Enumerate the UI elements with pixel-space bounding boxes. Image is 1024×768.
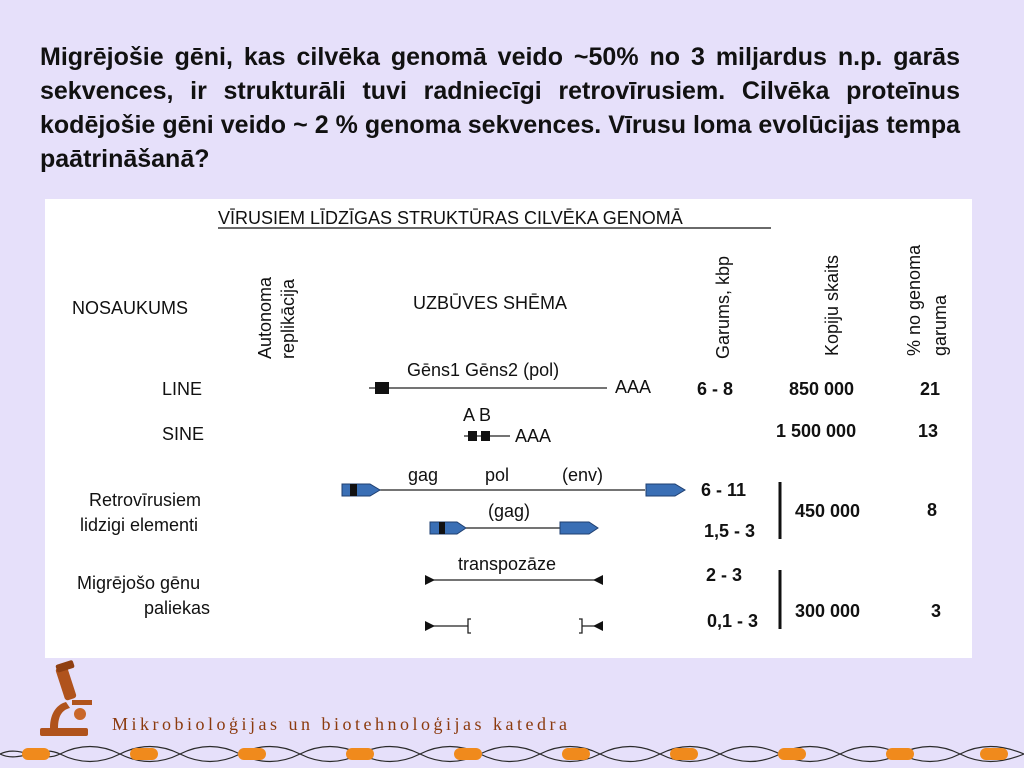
row-retro-label-pol: pol	[485, 465, 510, 485]
col-header-length: Garums, kbp	[713, 255, 733, 359]
row-sine-scheme-label: A B	[463, 405, 492, 425]
col-header-scheme: UZBŪVES SHĒMA	[413, 293, 568, 313]
row-line-length: 6 - 8	[697, 379, 734, 399]
row-migr-length-1: 2 - 3	[706, 565, 743, 585]
figure-canvas	[45, 199, 972, 658]
row-retro-name-2: lidzigi elementi	[80, 515, 199, 535]
row-retro-copies: 450 000	[795, 501, 861, 521]
row-retro	[80, 465, 937, 541]
col-header-autonomous-1: Autonoma	[255, 276, 275, 359]
figure-title: VĪRUSIEM LĪDZĪGAS STRUKTŪRAS CILVĒKA GENOMĀ	[218, 208, 683, 228]
row-retro-label-gag2: (gag)	[488, 501, 531, 521]
microscope-icon	[36, 660, 96, 740]
col-header-percent-2: garuma	[930, 294, 950, 356]
col-header-percent-1: % no genoma	[904, 244, 924, 356]
row-retro-ltr-left-mark	[350, 484, 357, 496]
row-migr-length-2: 0,1 - 3	[707, 611, 759, 631]
col-header-copies: Kopiju skaits	[822, 254, 842, 356]
row-line	[162, 360, 940, 399]
decorative-border	[0, 740, 1024, 768]
row-retro-label-gag: gag	[408, 465, 439, 485]
row-migr-remnant-right	[579, 619, 582, 633]
row-line-promoter-block	[375, 382, 389, 394]
row-line-tail: AAA	[615, 377, 652, 397]
row-line-scheme-label: Gēns1 Gēns2 (pol)	[407, 360, 560, 380]
col-header-autonomous-2: replikācija	[278, 278, 298, 359]
row-sine-box-b	[481, 431, 490, 441]
row-migr-copies: 300 000	[795, 601, 861, 621]
row-migr-name-1: Migrējošo gēnu	[77, 573, 201, 593]
row-sine-copies: 1 500 000	[776, 421, 857, 441]
row-retro-short-ltr-right	[560, 522, 598, 534]
row-sine-percent: 13	[918, 421, 939, 441]
row-sine	[162, 405, 938, 446]
department-footer: Mikrobioloģijas un biotehnoloģijas katedra	[112, 714, 571, 734]
row-migr-name-2: paliekas	[144, 598, 211, 618]
genome-structures-figure	[45, 199, 972, 658]
col-header-name: NOSAUKUMS	[72, 298, 189, 318]
row-migr-repeat-right	[593, 575, 603, 585]
row-migr-remnant-left	[468, 619, 471, 633]
row-line-percent: 21	[920, 379, 941, 399]
row-line-name: LINE	[162, 379, 203, 399]
row-retro-short-ltr-left	[430, 522, 466, 534]
row-line-copies: 850 000	[789, 379, 855, 399]
row-retro-short-ltr-left-mark	[439, 522, 445, 534]
row-retro-percent: 8	[927, 500, 938, 520]
row-migr-percent: 3	[931, 601, 942, 621]
row-retro-ltr-right	[646, 484, 685, 496]
row-sine-name: SINE	[162, 424, 205, 444]
row-sine-tail: AAA	[515, 426, 552, 446]
row-retro-ltr-left	[342, 484, 380, 496]
row-migr	[77, 554, 941, 633]
row-migr-repeat-left	[425, 575, 435, 585]
row-migr-short-repeat-right	[593, 621, 603, 631]
row-sine-box-a	[468, 431, 477, 441]
row-retro-label-env: (env)	[562, 465, 604, 485]
row-retro-length-2: 1,5 - 3	[704, 521, 756, 541]
row-retro-name-1: Retrovīrusiem	[89, 490, 202, 510]
slide-heading: Migrējošie gēni, kas cilvēka genomā veido ~50% no 3 miljardus n.p. garās sekvences, ir strukturāli tuvi radniecīgi retrovīrusiem. Cilvēka proteīnus kodējošie gēni veido ~ 2 % genoma sekvences. Vīrusu loma evolūcijas tempa paātrināšanā?	[40, 43, 960, 173]
row-migr-label: transpozāze	[458, 554, 557, 574]
row-retro-length-1: 6 - 11	[701, 480, 747, 500]
row-migr-short-repeat-left	[425, 621, 435, 631]
